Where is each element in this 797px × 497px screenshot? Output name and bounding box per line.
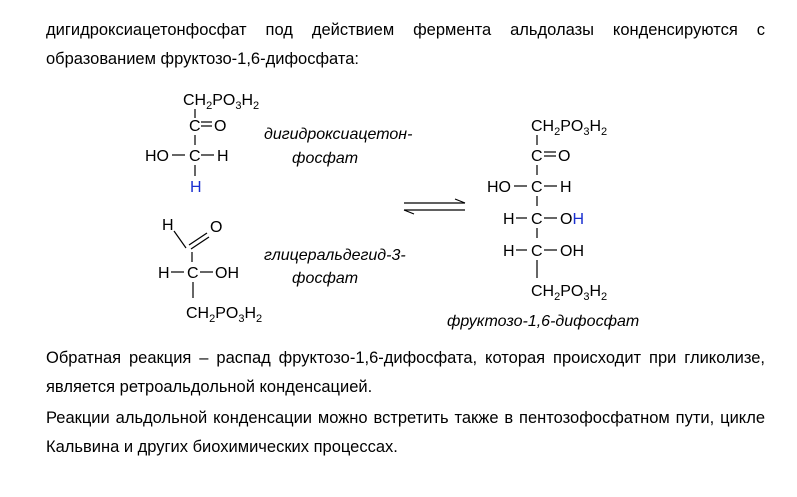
g3p-aldehyde-o: O (210, 219, 223, 236)
dhap-structure (145, 92, 259, 196)
dhap-ho: HO (145, 148, 169, 165)
fbp-c5: C (531, 243, 543, 260)
g3p-oh: OH (215, 265, 239, 282)
g3p-c: C (187, 265, 199, 282)
fbp-bottom-ch2po3h2: $CH_2PO_3H_2$ (531, 283, 608, 303)
fbp-c3: C (531, 179, 543, 196)
g3p-aldehyde-h: H (162, 217, 174, 234)
fbp-top-ch2po3h2: $CH_2PO_3H_2$ (531, 118, 608, 138)
dhap-c: C (189, 148, 201, 165)
g3p-structure (158, 217, 262, 325)
fbp-label: фруктозо-1,6-дифосфат (447, 313, 640, 330)
fbp-c3-h: H (560, 179, 572, 196)
fbp-structure (487, 118, 607, 303)
fbp-c5-oh: OH (560, 243, 584, 260)
g3p-label-1: глицеральдегид-3- (264, 247, 406, 264)
dhap-label-2: фосфат (292, 150, 359, 167)
fbp-c4-oh: OH (560, 211, 585, 228)
dhap-carbonyl-c: C (189, 118, 201, 135)
fbp-c2: C (531, 148, 543, 165)
g3p-label-2: фосфат (292, 270, 359, 287)
dhap-h: H (217, 148, 229, 165)
g3p-ch2po3h2: $CH_2PO_3H_2$ (186, 305, 263, 325)
g3p-h: H (158, 265, 170, 282)
other-pathways-paragraph: Реакции альдольной конденсации можно встретить также в пентозофосфатном пути, цикле Кальвина и других биохимических процессах. (46, 409, 765, 456)
reverse-reaction-paragraph: Обратная реакция – распад фруктозо-1,6-дифосфата, которая происходит при гликолизе, является ретроальдольной конденсацией. (46, 349, 765, 396)
dhap-label-1: дигидроксиацетон- (264, 126, 413, 143)
fbp-c4: C (531, 211, 543, 228)
dhap-ch2po3h2: $CH_2PO_3H_2$ (183, 92, 260, 112)
fbp-c2-o: O (558, 148, 571, 165)
dhap-transferred-h: H (190, 179, 202, 196)
fbp-c4-h: H (503, 211, 515, 228)
equilibrium-arrows (404, 199, 465, 214)
fbp-c3-ho: HO (487, 179, 511, 196)
fbp-c5-h: H (503, 243, 515, 260)
dhap-carbonyl-o: O (214, 118, 227, 135)
intro-paragraph: дигидроксиацетонфосфат под действием фермента альдолазы конденсируются с образованием фруктозо-1,6-дифосфата: (46, 21, 765, 68)
